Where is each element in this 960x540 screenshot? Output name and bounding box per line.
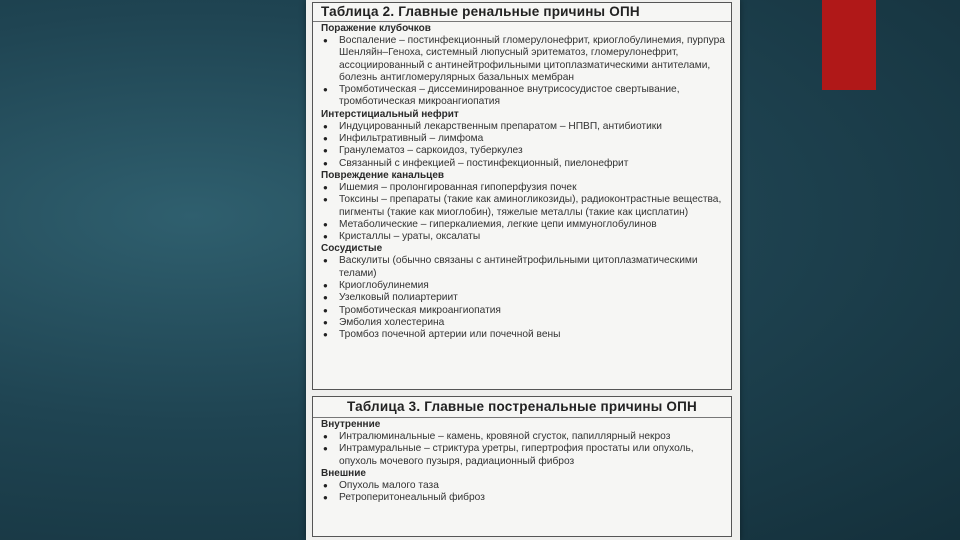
- bullet-icon: ●: [323, 219, 328, 229]
- section-heading: Внутренние: [321, 419, 381, 430]
- table-2-body: [313, 22, 731, 342]
- table-3-body: [313, 418, 731, 504]
- bullet-icon: ●: [323, 158, 328, 168]
- bullet-icon: ●: [323, 305, 328, 315]
- bullet-icon: ●: [323, 146, 328, 156]
- section-heading: Интерстициальный нефрит: [321, 108, 459, 120]
- bullet-icon: ●: [323, 493, 328, 503]
- list-item: ● Ретроперитонеальный фиброз: [323, 492, 485, 504]
- list-item: ● Тромботическая – диссеминированное внутрисосудистое свертывание, тромботическая микроангиопатия: [323, 84, 680, 108]
- document-page: [306, 0, 740, 540]
- table-2-title: Таблица 2. Главные ренальные причины ОПН: [313, 3, 731, 22]
- table-2: [312, 2, 732, 390]
- list-item: ● Инфильтративный – лимфома: [323, 133, 484, 145]
- bullet-icon: ●: [323, 480, 328, 490]
- list-item: ● Кристаллы – ураты, оксалаты: [323, 231, 481, 243]
- bullet-icon: ●: [323, 444, 328, 454]
- section-heading: Сосудистые: [321, 243, 383, 255]
- list-item: ● Токсины – препараты (такие как аминогликозиды), радиоконтрастные вещества, пигменты (такие как миоглобин), тяжелые металлы (такие как цисплатин): [323, 194, 722, 218]
- table-3: [312, 396, 732, 537]
- bullet-icon: ●: [323, 121, 328, 131]
- bullet-icon: ●: [323, 293, 328, 303]
- list-item: ● Эмболия холестерина: [323, 316, 445, 328]
- list-item: ● Васкулиты (обычно связаны с антинейтрофильными цитоплазматическими телами): [323, 255, 698, 279]
- bullet-icon: ●: [323, 317, 328, 327]
- list-item: ● Опухоль малого таза: [323, 479, 439, 491]
- list-item: ● Гранулематоз – саркоидоз, туберкулез: [323, 145, 523, 157]
- section-heading: Внешние: [321, 467, 366, 479]
- section-heading: Повреждение канальцев: [321, 169, 445, 181]
- bullet-icon: ●: [323, 36, 328, 45]
- list-item: ● Тромботическая микроангиопатия: [323, 304, 501, 316]
- bullet-icon: ●: [323, 134, 328, 144]
- bullet-icon: ●: [323, 432, 328, 441]
- bullet-icon: ●: [323, 281, 328, 291]
- list-item: ● Интрамуральные – стриктура уретры, гипертрофия простаты или опухоль, опухоль мочевого пузыря, радиационный фиброз: [323, 443, 694, 467]
- list-item: ● Криоглобулинемия: [323, 280, 429, 292]
- list-item: ● Индуцированный лекарственным препаратом – НПВП, антибиотики: [323, 120, 662, 132]
- section-heading: Поражение клубочков: [321, 23, 431, 34]
- bullet-icon: ●: [323, 195, 328, 205]
- table-3-title: Таблица 3. Главные постренальные причины ОПН: [313, 397, 731, 418]
- bullet-icon: ●: [323, 232, 328, 242]
- list-item: ● Воспаление – постинфекционный гломерулонефрит, криоглобулинемия, пурпура Шенляйн–Геноха, системный люпусный эритематоз, гломерулонефрит, ассоциированный с антинейтрофильными цитоплазматическими антителами, болезнь антигломерулярных базальных мембран: [323, 35, 725, 83]
- bullet-icon: ●: [323, 85, 328, 95]
- list-item: ● Тромбоз почечной артерии или почечной вены: [323, 329, 561, 341]
- list-item: ● Узелковый полиартериит: [323, 292, 458, 304]
- bullet-icon: ●: [323, 182, 328, 192]
- bullet-icon: ●: [323, 330, 328, 340]
- list-item: ● Метаболические – гиперкалиемия, легкие цепи иммуноглобулинов: [323, 218, 657, 230]
- list-item: ● Интралюминальные – камень, кровяной сгусток, папиллярный некроз: [323, 431, 671, 442]
- red-accent-bar: [822, 0, 876, 90]
- bullet-icon: ●: [323, 256, 328, 266]
- list-item: ● Связанный с инфекцией – постинфекционный, пиелонефрит: [323, 157, 629, 169]
- list-item: ● Ишемия – пролонгированная гипоперфузия почек: [323, 181, 577, 193]
